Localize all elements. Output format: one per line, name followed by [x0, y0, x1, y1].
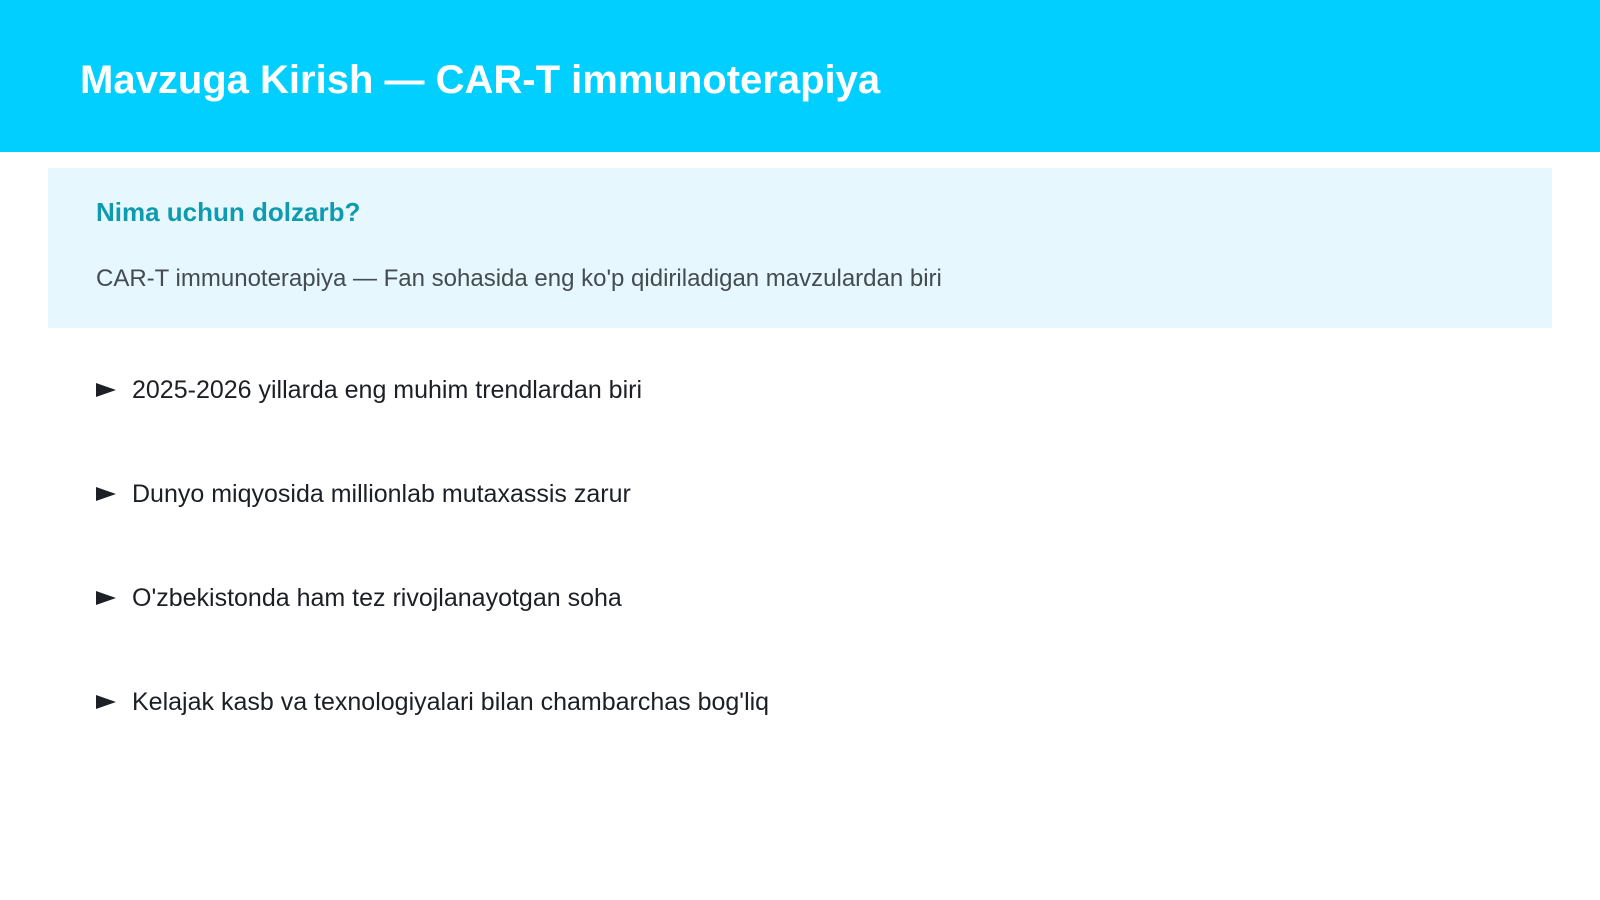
list-item: [96, 578, 769, 618]
play-arrow-icon: [96, 695, 116, 709]
list-item: [96, 370, 769, 410]
callout-heading: Nima uchun dolzarb?: [96, 197, 361, 227]
callout-box: [48, 168, 1552, 328]
list-item: [96, 682, 769, 722]
page-title: Mavzuga Kirish — CAR-T immunoterapiya: [80, 58, 881, 102]
play-arrow-icon: [96, 591, 116, 605]
header-banner: [0, 0, 1600, 152]
bullet-list: [96, 370, 769, 786]
bullet-text: Dunyo miqyosida millionlab mutaxassis zarur: [132, 480, 631, 508]
play-arrow-icon: [96, 487, 116, 501]
list-item: [96, 474, 769, 514]
bullet-text: 2025-2026 yillarda eng muhim trendlardan biri: [132, 376, 643, 404]
play-arrow-icon: [96, 383, 116, 397]
bullet-text: Kelajak kasb va texnologiyalari bilan chambarchas bog'liq: [132, 688, 770, 716]
bullet-text: O'zbekistonda ham tez rivojlanayotgan soha: [132, 584, 622, 612]
callout-text: CAR-T immunoterapiya — Fan sohasida eng ko'p qidiriladigan mavzulardan biri: [96, 265, 942, 292]
